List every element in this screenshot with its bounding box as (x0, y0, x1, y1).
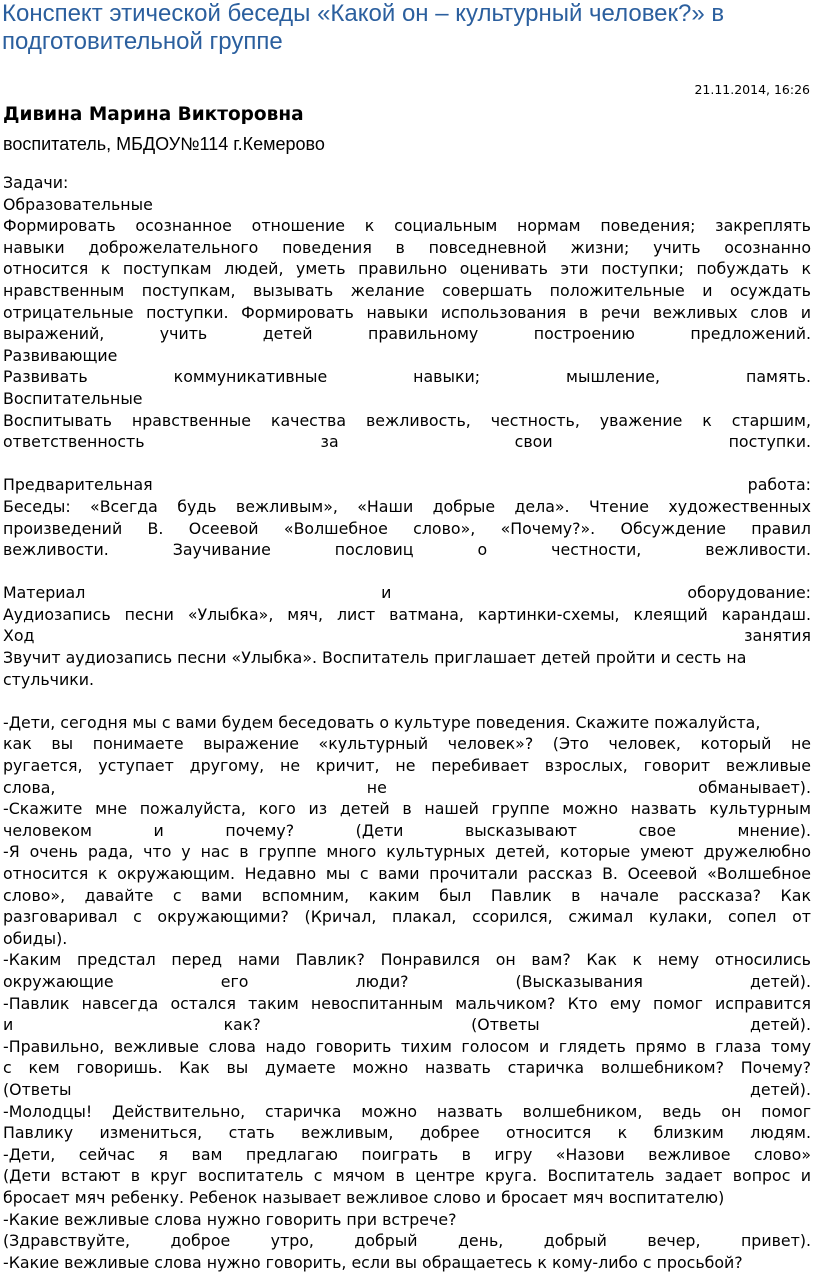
text-line: вежливости. Заучивание пословиц о честности, вежливости. (3, 540, 811, 560)
text-line: -Какие вежливые слова нужно говорить, если вы обращаетесь к кому-либо с просьбой? (3, 1252, 743, 1272)
text-line: ругается, уступает другому, не кричит, не перебивает взрослых, говорит вежливые (3, 756, 811, 776)
publication-date: 21.11.2014, 16:26 (694, 82, 810, 97)
text-line: разговаривал с окружающими? (Кричал, плакал, ссорился, сжимал кулаки, сопел от (3, 907, 811, 927)
text-line: обиды). (3, 928, 68, 948)
text-line: (Ответы детей). (3, 1079, 811, 1099)
text-line: как вы понимаете выражение «культурный человек»? (Это человек, который не (3, 734, 811, 754)
text-line: -Каким предстал перед нами Павлик? Понравился он вам? Как к нему относились (3, 950, 811, 970)
text-line: -Молодцы! Действительно, старичка можно назвать волшебником, ведь он помог (3, 1101, 811, 1121)
text-line: Развивать коммуникативные навыки; мышление, память. (3, 367, 811, 387)
text-line: Павлику измениться, стать вежливым, добрее относится к близким людям. (3, 1123, 811, 1143)
text-line: Развивающие (3, 345, 118, 365)
text-line: -Какие вежливые слова нужно говорить при встрече? (3, 1209, 457, 1229)
text-line: относится к поступкам людей, уметь правильно оценивать эти поступки; побуждать к (3, 259, 811, 279)
text-line: Предварительная работа: (3, 475, 811, 495)
text-line: -Скажите мне пожалуйста, кого из детей в нашей группе можно назвать культурным (3, 799, 811, 819)
text-line: Воспитывать нравственные качества вежливость, честность, уважение к старшим, (3, 410, 811, 430)
text-line: (Дети встают в круг воспитатель с мячом в центре круга. Воспитатель задает вопрос и (3, 1166, 811, 1186)
document-body (3, 172, 811, 1273)
text-line: произведений В. Осеевой «Волшебное слово», «Почему?». Обсуждение правил (3, 518, 811, 538)
text-line: с кем говоришь. Как вы думаете можно назвать старичка волшебником? Почему? (3, 1058, 811, 1078)
text-line: окружающие его люди? (Высказывания детей). (3, 971, 811, 991)
text-line: слово», давайте с вами вспомним, каким был Павлик в начале рассказа? Как (3, 885, 811, 905)
blank-line (3, 690, 811, 712)
text-line: нравственным поступкам, вызывать желание совершать положительные и осуждать (3, 280, 811, 300)
text-line: -Павлик навсегда остался таким невоспитанным мальчиком? Кто ему помог исправится (3, 993, 811, 1013)
text-line: относится к окружающим. Недавно мы с вами прочитали рассказ В. Осеевой «Волшебное (3, 864, 811, 883)
text-line: Беседы: «Всегда будь вежливым», «Наши добрые дела». Чтение художественных (3, 496, 811, 516)
text-line: Образовательные (3, 194, 153, 214)
text-line: -Правильно, вежливые слова надо говорить тихим голосом и глядеть прямо в глаза тому (3, 1036, 811, 1056)
text-line: -Дети, сейчас я вам предлагаю поиграть в игру «Назови вежливое слово» (3, 1144, 811, 1164)
text-line: Ход занятия (3, 626, 811, 646)
text-line: Звучит аудиозапись песни «Улыбка». Воспитатель приглашает детей пройти и сесть на (3, 648, 747, 668)
author-name: Дивина Марина Викторовна (3, 104, 304, 125)
text-line: отрицательные поступки. Формировать навыки использования в речи вежливых слов и (3, 302, 811, 322)
text-line: и как? (Ответы детей). (3, 1015, 811, 1035)
text-line: Формировать осознанное отношение к социальным нормам поведения; закреплять (3, 216, 811, 236)
text-line: Задачи: (3, 173, 69, 192)
text-line: Воспитательные (3, 388, 143, 408)
text-line: ответственность за свои поступки. (3, 432, 811, 452)
text-line: -Я очень рада, что у нас в группе много культурных детей, которые умеют дружелюбно (3, 842, 811, 862)
text-line: бросает мяч ребенку. Ребенок называет вежливое слово и бросает мяч воспитателю) (3, 1187, 725, 1207)
text-line: -Дети, сегодня мы с вами будем беседовать о культуре поведения. Скажите пожалуйста, (3, 712, 761, 732)
author-position: воспитатель, МБДОУ№114 г.Кемерово (3, 134, 325, 154)
text-line: Аудиозапись песни «Улыбка», мяч, лист ватмана, картинки-схемы, клеящий карандаш. (3, 604, 811, 624)
text-line: выражений, учить детей правильному построению предложений. (3, 324, 811, 344)
blank-line (3, 453, 811, 475)
blank-line (3, 561, 811, 583)
text-line: навыки доброжелательного поведения в повседневной жизни; учить осознанно (3, 237, 811, 257)
text-line: стульчики. (3, 669, 95, 689)
text-line: Материал и оборудование: (3, 583, 811, 603)
document-title: Конспект этической беседы «Какой он – культурный человек?» в подготовительной группе (2, 0, 725, 55)
text-line: человеком и почему? (Дети высказывают свое мнение). (3, 820, 811, 840)
text-line: слова, не обманывает). (3, 777, 811, 797)
text-line: (Здравствуйте, доброе утро, добрый день, добрый вечер, привет). (3, 1231, 811, 1251)
